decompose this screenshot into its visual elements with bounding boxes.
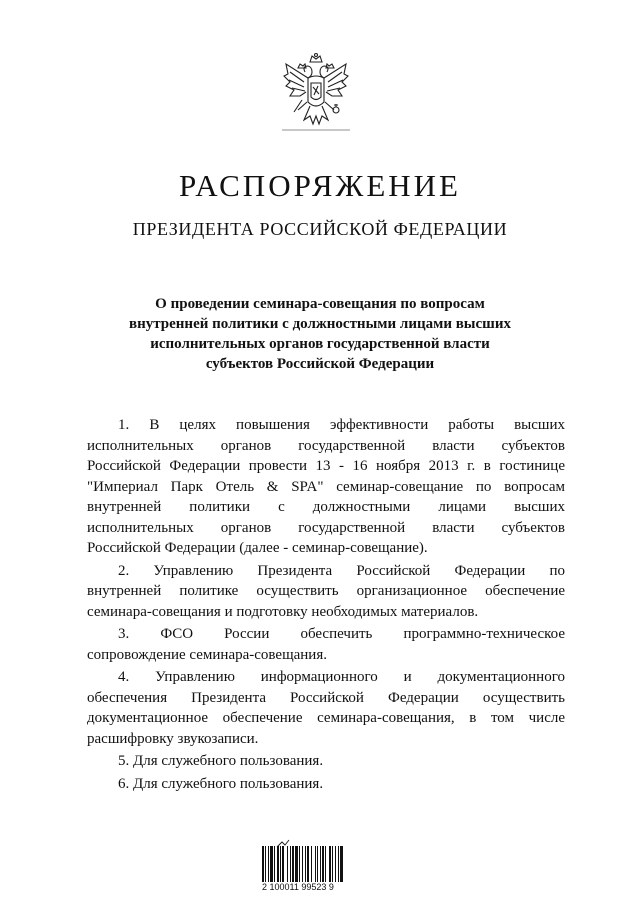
scan-mark-icon [276,836,290,846]
heading-line: О проведении семинара-совещания по вопросам [155,296,485,312]
document-heading [100,294,540,374]
heading-line: исполнительных органов государственной власти [150,336,490,352]
paragraph-4 [87,667,565,749]
paragraph-6 [87,774,565,795]
paragraph-line: 4. Управлению информационного и документационного [118,669,565,685]
paragraph-line: внутренней политики с должностными лицами высших [87,499,565,515]
paragraph-line: "Империал Парк Отель & SPA" семинар-совещание по вопросам [87,478,565,495]
paragraph-1 [87,415,565,559]
paragraph-line: расшифровку звукозаписи. [87,730,259,747]
document-subtitle: ПРЕЗИДЕНТА РОССИЙСКОЙ ФЕДЕРАЦИИ [132,219,508,239]
barcode-number: 2 100011 99523 9 [262,882,334,892]
paragraph-line: 3. ФСО России обеспечить программно-техническое [118,626,565,642]
paragraph-line: семинара-совещания и подготовку необходимых материалов. [87,603,479,620]
paragraph-line: исполнительных органов государственной власти субъектов [87,519,565,536]
paragraph-line: исполнительных органов государственной власти субъектов [87,437,565,454]
paragraph-line: 2. Управлению Президента Российской Федерации по [118,562,565,579]
coat-of-arms-icon [280,50,352,138]
paragraph-3 [87,624,565,665]
paragraph-line: сопровождение семинара-совещания. [87,646,327,663]
document-body [87,415,565,796]
paragraph-2 [87,561,565,623]
paragraph-line: 1. В целях повышения эффективности работы высших [118,417,565,433]
paragraph-line: обеспечения Президента Российской Федерации осуществить [87,689,565,706]
paragraph-line: 6. Для служебного пользования. [118,775,324,792]
heading-line: субъектов Российской Федерации [205,356,435,372]
document-title: РАСПОРЯЖЕНИЕ [179,168,461,203]
paragraph-5 [87,751,565,772]
paragraph-line: Российской Федерации (далее - семинар-совещание). [87,540,428,556]
paragraph-line: 5. Для служебного пользования. [118,753,324,769]
paragraph-line: документационное обеспечение семинара-совещания, в том числе [87,710,565,726]
barcode [262,846,370,882]
heading-line: внутренней политики с должностными лицами высших [129,316,511,332]
paragraph-line: Российской Федерации провести 13 - 16 ноября 2013 г. в гостинице [87,458,565,474]
paragraph-line: внутренней политике осуществить организационное обеспечение [87,583,565,599]
